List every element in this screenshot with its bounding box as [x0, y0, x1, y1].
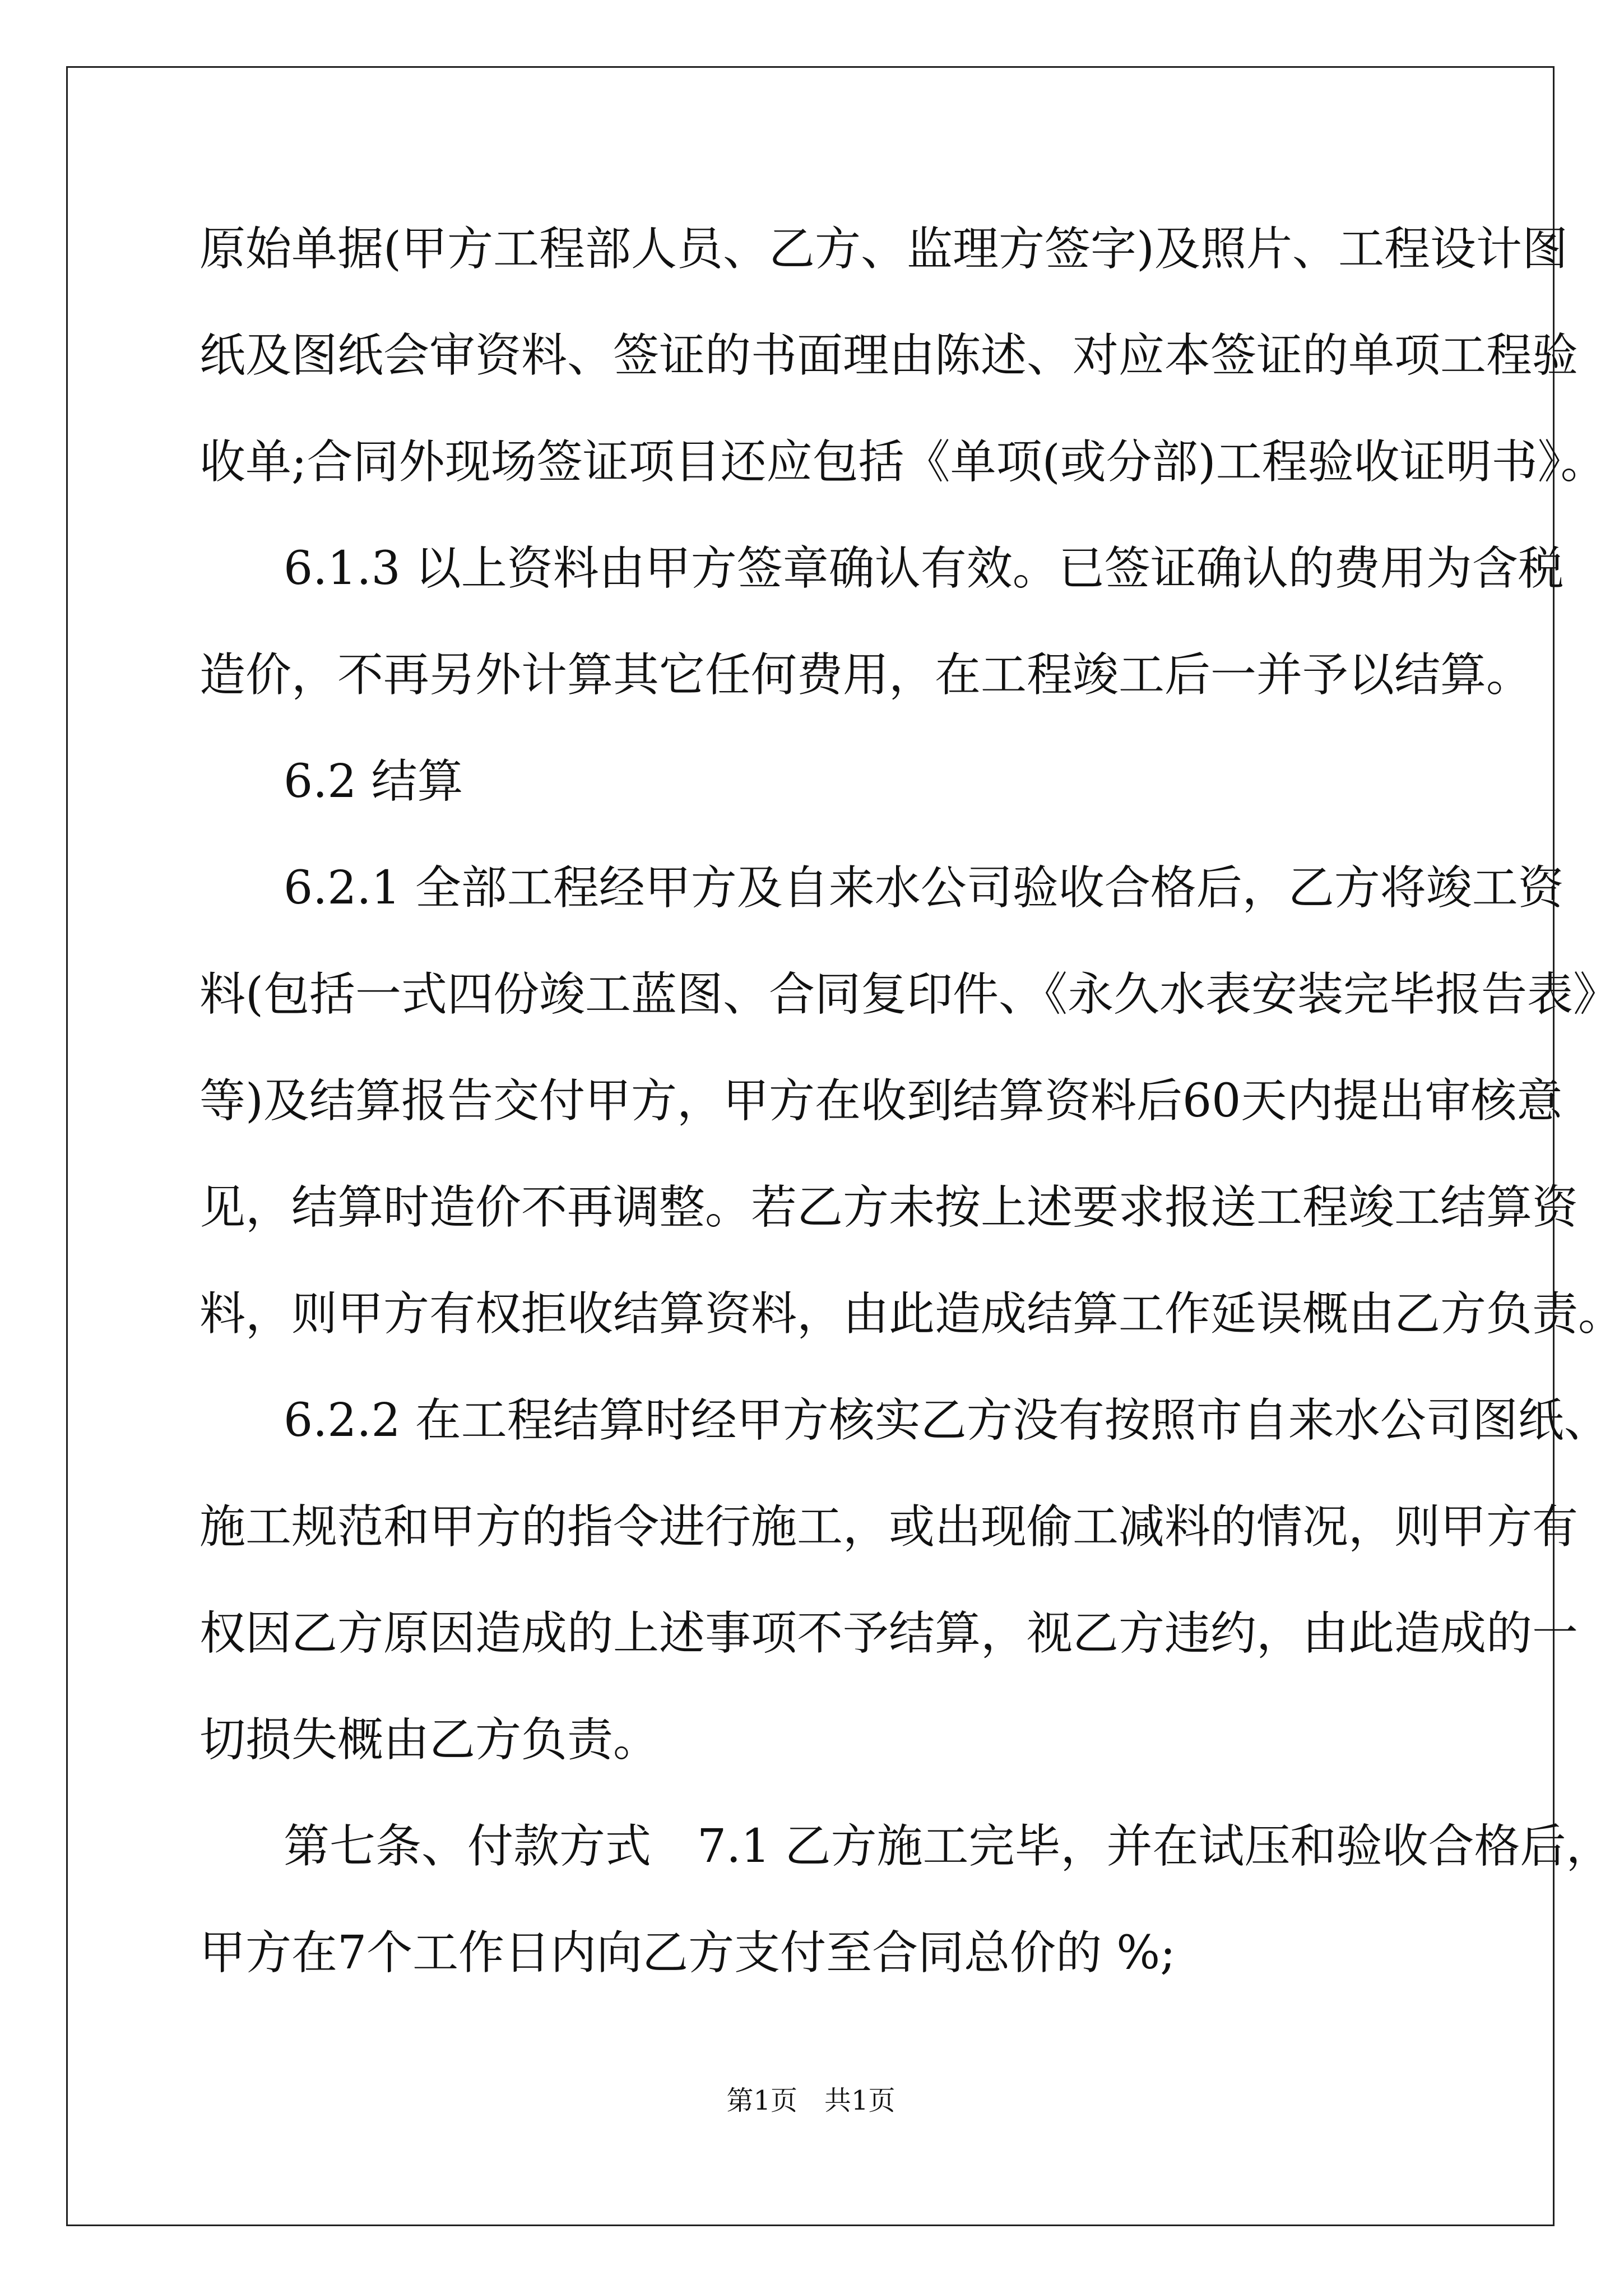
- paragraph-line: 切损失概由乙方负责。: [199, 1713, 660, 1767]
- paragraph-line: 第七条、付款方式 7.1 乙方施工完毕，并在试压和验收合格后，: [284, 1820, 1612, 1873]
- section-heading: 6.2 结算: [284, 755, 463, 808]
- paragraph-line: 等)及结算报告交付甲方，甲方在收到结算资料后60天内提出审核意: [199, 1074, 1563, 1128]
- paragraph-line: 收单;合同外现场签证项目还应包括《单项(或分部)工程验收证明书》。: [199, 435, 1607, 489]
- document-body: [199, 210, 1624, 2020]
- paragraph-line: 6.2.2 在工程结算时经甲方核实乙方没有按照市自来水公司图纸、: [284, 1394, 1610, 1447]
- paragraph-line: 见，结算时造价不再调整。若乙方未按上述要求报送工程竣工结算资: [199, 1181, 1579, 1234]
- paragraph-line: 造价，不再另外计算其它任何费用，在工程竣工后一并予以结算。: [199, 648, 1533, 702]
- paragraph-line: 权因乙方原因造成的上述事项不予结算，视乙方违约，由此造成的一: [199, 1607, 1579, 1660]
- page-number-footer: 第1页 共1页: [726, 2085, 895, 2116]
- paragraph-line: 甲方在7个工作日内向乙方支付至合同总价的 %;: [199, 1926, 1176, 1980]
- paragraph-line: 纸及图纸会审资料、签证的书面理由陈述、对应本签证的单项工程验: [199, 329, 1579, 382]
- paragraph-line: 料，则甲方有权拒收结算资料，由此造成结算工作延误概由乙方负责。: [199, 1287, 1624, 1341]
- paragraph-line: 施工规范和甲方的指令进行施工，或出现偷工减料的情况，则甲方有: [199, 1500, 1579, 1554]
- paragraph-line: 6.2.1 全部工程经甲方及自来水公司验收合格后，乙方将竣工资: [284, 861, 1564, 915]
- paragraph-line: 6.1.3 以上资料由甲方签章确认有效。已签证确认的费用为含税: [284, 542, 1564, 595]
- paragraph-line: 原始单据(甲方工程部人员、乙方、监理方签字)及照片、工程设计图: [199, 223, 1568, 276]
- paragraph-line: 料(包括一式四份竣工蓝图、合同复印件、《永久水表安装完毕报告表》: [199, 968, 1619, 1021]
